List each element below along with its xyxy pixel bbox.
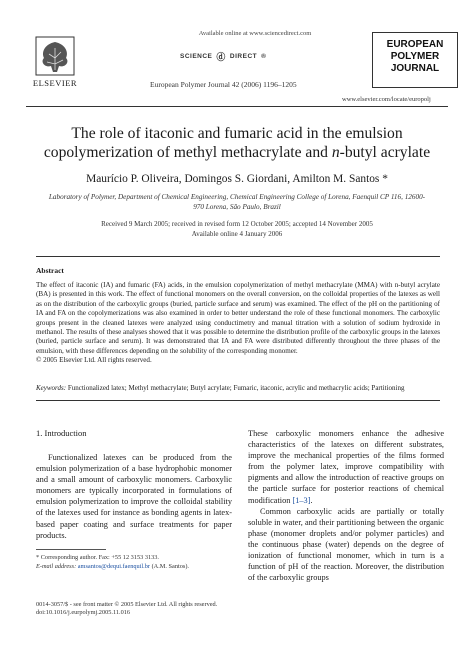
journal-url[interactable]: www.elsevier.com/locate/europolj	[342, 96, 431, 103]
intro-paragraph-2: These carboxylic monomers enhance the adhesive characteristics of the latexes on different substrates, improve the mechanical properties of the films formed from the polymer latex, improve compatibility with pigments and allow the introduction of reactive groups on the particle surface for posterior reactions of chemical modification [1–3].	[248, 429, 444, 505]
journal-name-line-1: EUROPEAN	[386, 39, 444, 50]
journal-name-box	[372, 32, 458, 88]
email-footnote: E-mail address: amsantos@dequi.faenquil.br (A.M. Santos).	[36, 563, 190, 570]
affiliation: Laboratory of Polymer, Department of Chemical Engineering, Chemical Engineering College of Lorena, Faenquil CP 116, 12600-970 Lorena, São Paulo, Brazil	[48, 193, 426, 211]
author-email-link[interactable]: amsantos@dequi.faenquil.br	[77, 563, 150, 570]
article-title	[26, 124, 448, 162]
section-heading: 1. Introduction	[36, 428, 87, 438]
corresponding-author-mark[interactable]: *	[382, 173, 388, 185]
header-divider	[26, 106, 448, 107]
article-history	[26, 219, 448, 239]
page-header	[0, 0, 474, 112]
keywords	[36, 384, 440, 392]
keywords-label: Keywords:	[36, 384, 67, 392]
online-date: Available online 4 January 2006	[191, 230, 283, 238]
intro-paragraph-1: Functionalized latexes can be produced from the emulsion polymerization of a base hydrophobic monomer and a small amount of carboxylic monomers. Carboxylic monomers are typically incorporated in formulations of emulsion polymerization to improve the colloidal stability of the latexes used for instance as bonding agents in latex-based paper coating and surface treatments for paper products.	[36, 453, 232, 540]
abstract-top-divider	[36, 256, 440, 257]
sciencedirect-word-2: DIRECT	[229, 53, 258, 60]
publisher-name: ELSEVIER	[32, 78, 78, 88]
intro-paragraph-3: Common carboxylic acids are partially or totally soluble in water, and their partitioning between the organic phase (monomer droplets and/or polymer particles) and the continuous phase (water) depends on the degree of ionization of functional monomer, which in turn is a function of pH of the reaction. Moreover, the distribution of the carboxylic groups	[248, 506, 444, 583]
journal-citation: European Polymer Journal 42 (2006) 1196–1205	[150, 80, 297, 89]
sciencedirect-registered: ®	[261, 53, 267, 60]
keywords-text: Functionalized latex; Methyl methacrylate; Butyl acrylate; Fumaric, itaconic, acrylic and methacrylic acids; Partitioning	[67, 384, 405, 392]
elsevier-logo	[26, 36, 84, 92]
footnote-divider	[36, 549, 106, 550]
reference-link[interactable]: [1–3]	[292, 495, 311, 505]
corresponding-footnote: * Corresponding author. Fax: +55 12 3153 3133.	[36, 554, 160, 561]
sciencedirect-logo	[180, 50, 266, 63]
sciencedirect-word-1: SCIENCE	[180, 53, 213, 60]
availability-line: Available online at www.sciencedirect.com	[198, 30, 312, 37]
received-dates: Received 9 March 2005; received in revised form 12 October 2005; accepted 14 November 2005	[101, 220, 373, 228]
sciencedirect-d-icon: ⓓ	[216, 52, 226, 62]
journal-name-line-3: JOURNAL	[390, 63, 440, 74]
journal-name-line-2: POLYMER	[390, 51, 440, 62]
abstract-text: The effect of itaconic (IA) and fumaric (FA) acids, in the emulsion copolymerization of methyl methacrylate (MMA) with n-butyl acrylate (BA) is presented in this work. The effect of functional monomers on the overall conversion, on the colloidal properties of the latexes as well as on the distribution of the carboxylic groups (buried, particle surface and serum) was examined. The effect of the pH on the partitioning of IA and FA on the copolymerizations was also examined in order to better understand the role of these functional monomers. The carboxylic groups present in the cleaned latexes were analyzed using conductimetry and manual titration with a solution of sodium hydroxide in methanol. The results of these analyses showed that it was possible to determine the distribution profile of the carboxylic groups in the latexes (buried, particle surface and serum). It was demonstrated that IA and FA were distributed differently throughout the three phases of the emulsion, with these differences depending on the solubility of the corresponding monomer.	[36, 281, 440, 355]
doi-line[interactable]: doi:10.1016/j.eurpolymj.2005.11.016	[36, 609, 131, 616]
page-footer	[36, 601, 256, 617]
left-column	[36, 428, 232, 541]
author-list: Maurício P. Oliveira, Domingos S. Giordani, Amilton M. Santos *	[86, 173, 388, 185]
abstract-body	[36, 281, 440, 366]
right-column	[248, 428, 444, 583]
abstract-heading: Abstract	[36, 266, 64, 275]
title-line-1: The role of itaconic and fumaric acid in the emulsion	[71, 125, 403, 142]
abstract-copyright: © 2005 Elsevier Ltd. All rights reserved.	[36, 356, 152, 365]
tree-logo-icon	[35, 36, 75, 76]
title-line-2: copolymerization of methyl methacrylate and n-butyl acrylate	[43, 144, 431, 161]
abstract-bottom-divider	[36, 400, 440, 401]
footnotes	[36, 553, 236, 571]
issn-line: 0014-3057/$ - see front matter © 2005 Elsevier Ltd. All rights reserved.	[36, 601, 218, 608]
